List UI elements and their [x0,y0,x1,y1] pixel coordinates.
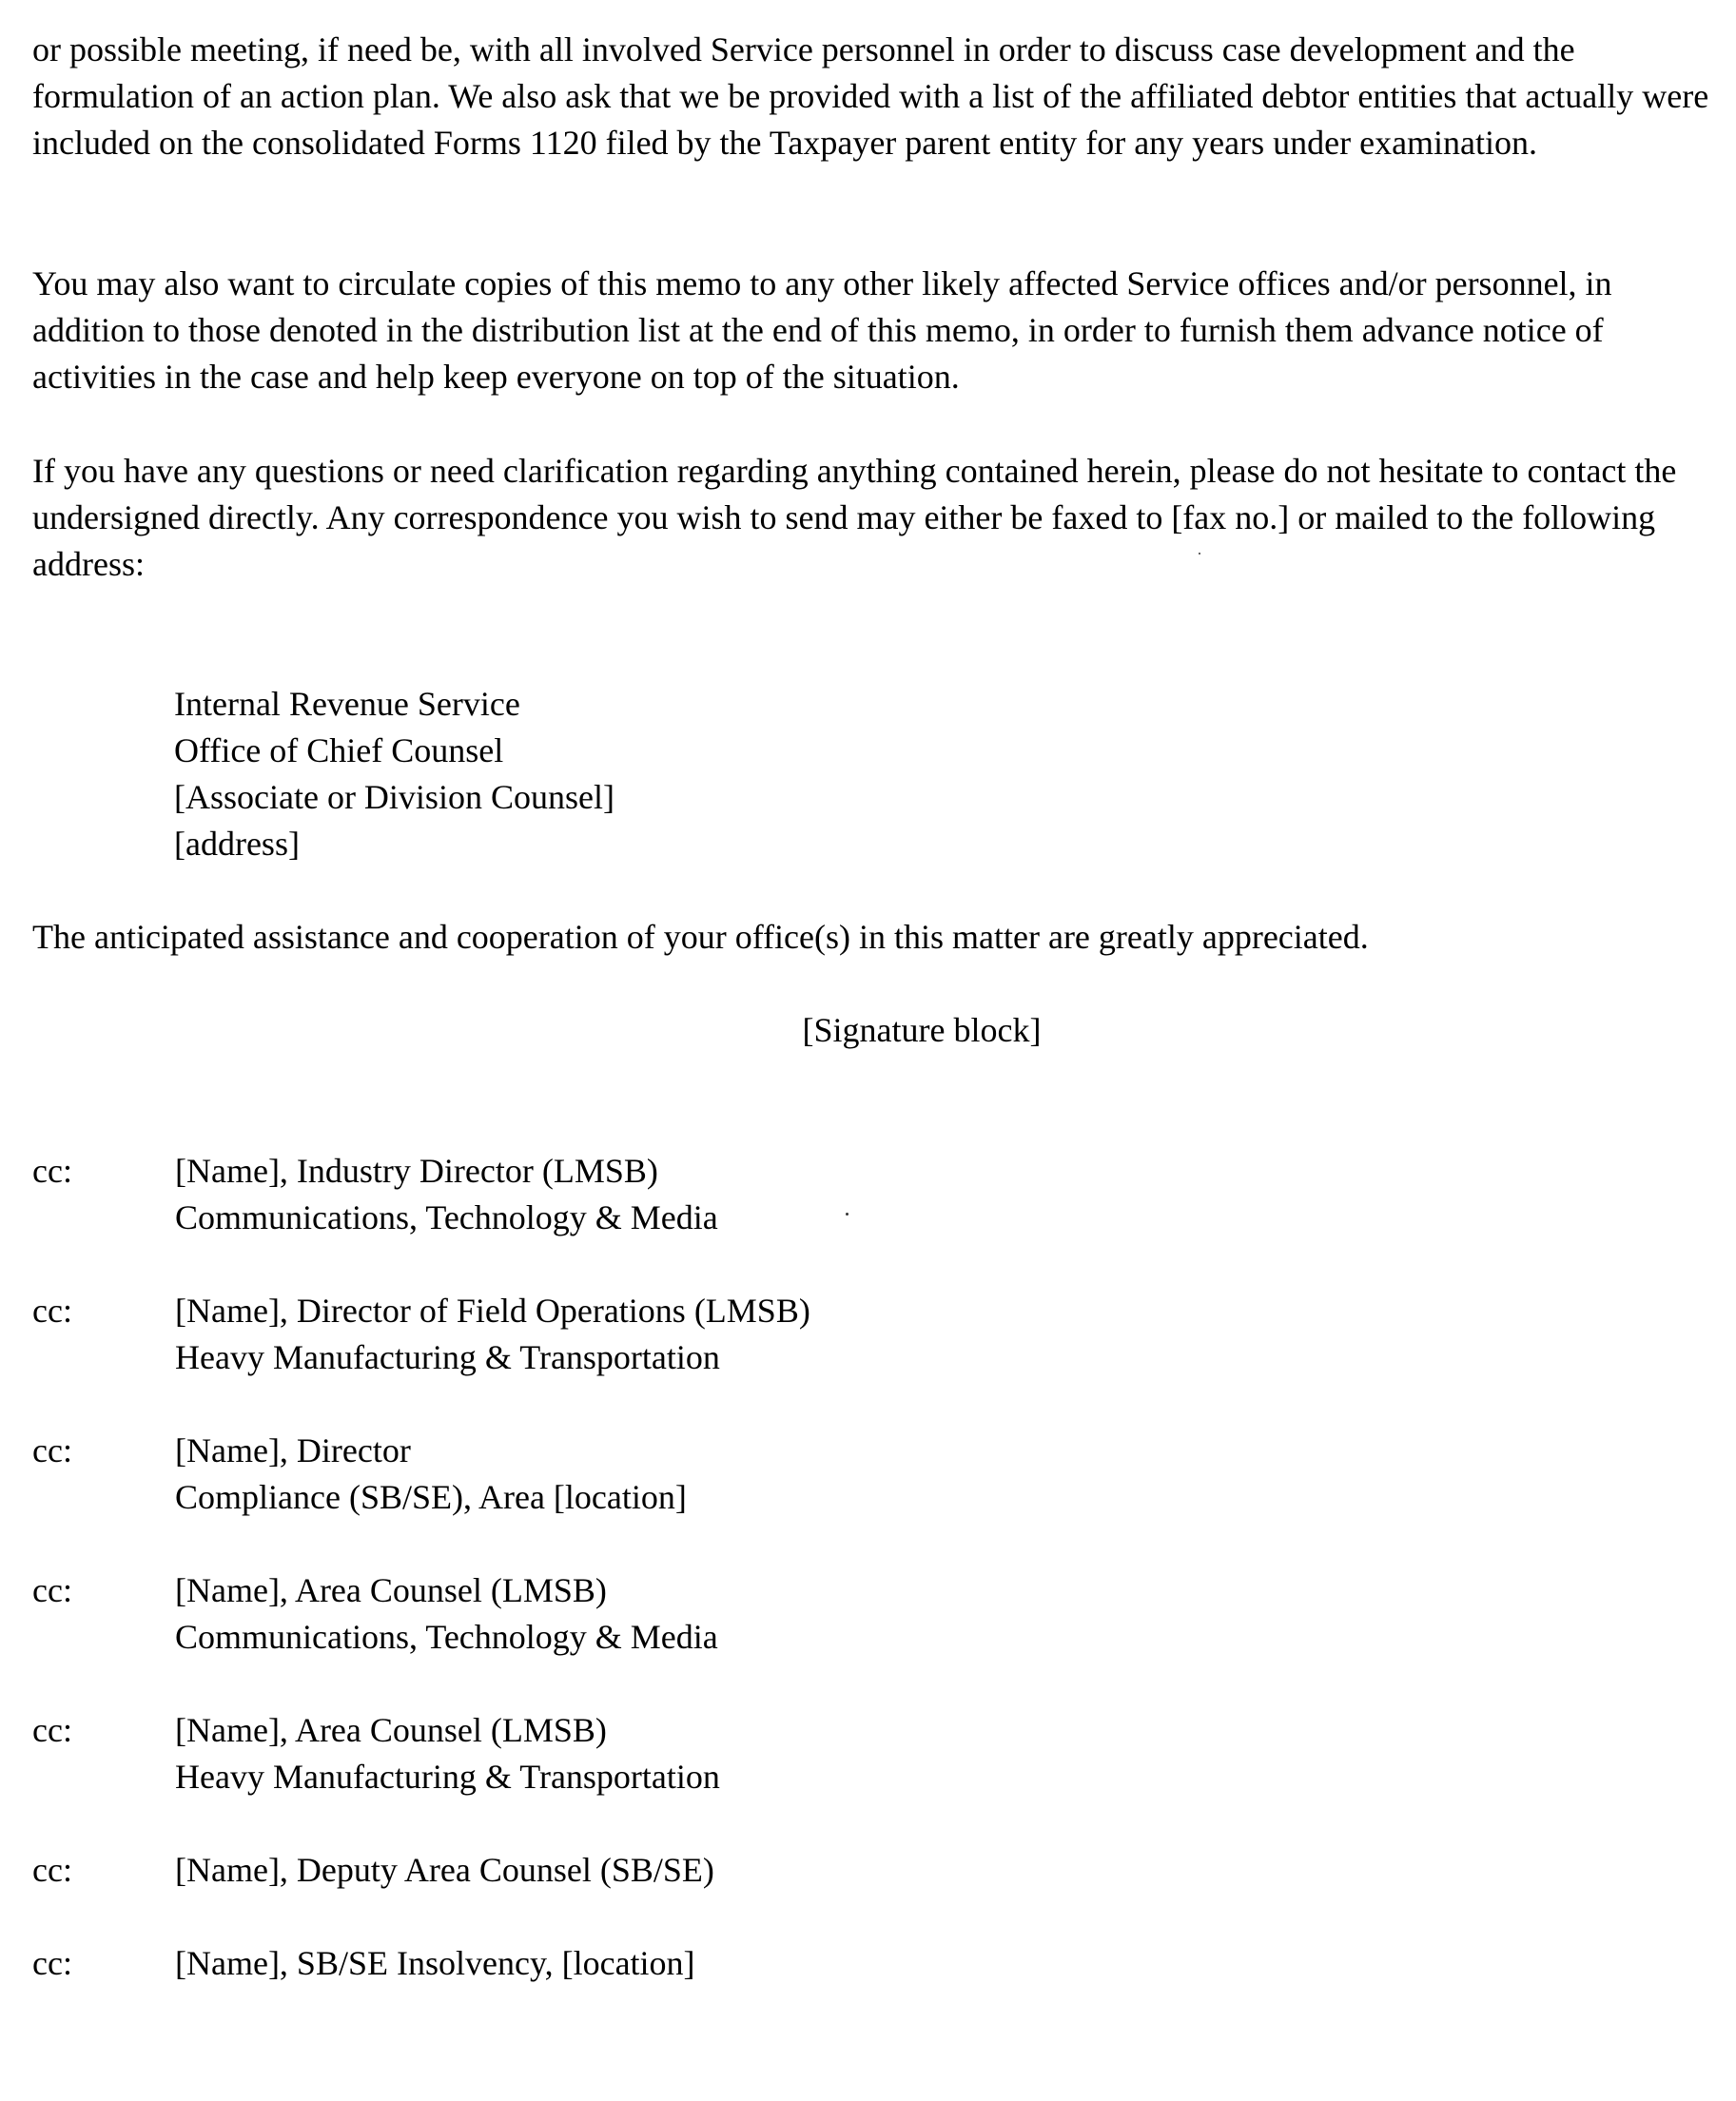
cc-division: Communications, Technology & Media [175,1618,718,1656]
address-line-agency: Internal Revenue Service [174,685,520,723]
cc-division: Heavy Manufacturing & Transportation [175,1758,720,1796]
cc-label: cc: [32,1851,72,1889]
paragraph-circulate-copies: You may also want to circulate copies of this memo to any other likely affected Service offices and/or personnel, in addition to those denoted in the distribution list at the end of this memo, in order to furnish them advance notice of activities in the case and help keep everyone on top of the situation. [32,264,1612,396]
stray-mark [1199,553,1200,554]
cc-label: cc: [32,1292,72,1330]
address-line-counsel: [Associate or Division Counsel] [174,778,614,816]
cc-recipient: [Name], Director [175,1431,411,1469]
cc-label: cc: [32,1711,72,1749]
cc-label: cc: [32,1944,72,1982]
cc-division: Communications, Technology & Media [175,1198,718,1236]
address-line-office: Office of Chief Counsel [174,731,504,769]
mailing-address-block [174,681,614,867]
cc-division: Heavy Manufacturing & Transportation [175,1338,720,1376]
cc-label: cc: [32,1571,72,1609]
cc-label: cc: [32,1431,72,1469]
stray-mark [846,1213,848,1216]
cc-recipient: [Name], Deputy Area Counsel (SB/SE) [175,1851,714,1889]
paragraph-meeting-request: or possible meeting, if need be, with all involved Service personnel in order to discuss case development and the formulation of an action plan. We also ask that we be provided with a list of the affiliated debtor entities that actually were included on the consolidated Forms 1120 filed by the Taxpayer parent entity for any years under examination. [32,30,1709,162]
cc-recipient: [Name], SB/SE Insolvency, [location] [175,1944,695,1982]
cc-recipient: [Name], Industry Director (LMSB) [175,1152,658,1190]
paragraph-contact-info: If you have any questions or need clarification regarding anything contained herein, please do not hesitate to contact the undersigned directly. Any correspondence you wish to send may either be faxed to [fax no.] or mailed to the following address: [32,452,1677,583]
cc-recipient: [Name], Area Counsel (LMSB) [175,1571,607,1609]
address-line-street: [address] [174,825,300,863]
cc-division: Compliance (SB/SE), Area [location] [175,1478,687,1516]
signature-block: [Signature block] [802,1011,1042,1049]
cc-recipient: [Name], Director of Field Operations (LMSB) [175,1292,810,1330]
cc-recipient: [Name], Area Counsel (LMSB) [175,1711,607,1749]
closing-statement: The anticipated assistance and cooperation of your office(s) in this matter are greatly appreciated. [32,918,1369,956]
cc-label: cc: [32,1152,72,1190]
